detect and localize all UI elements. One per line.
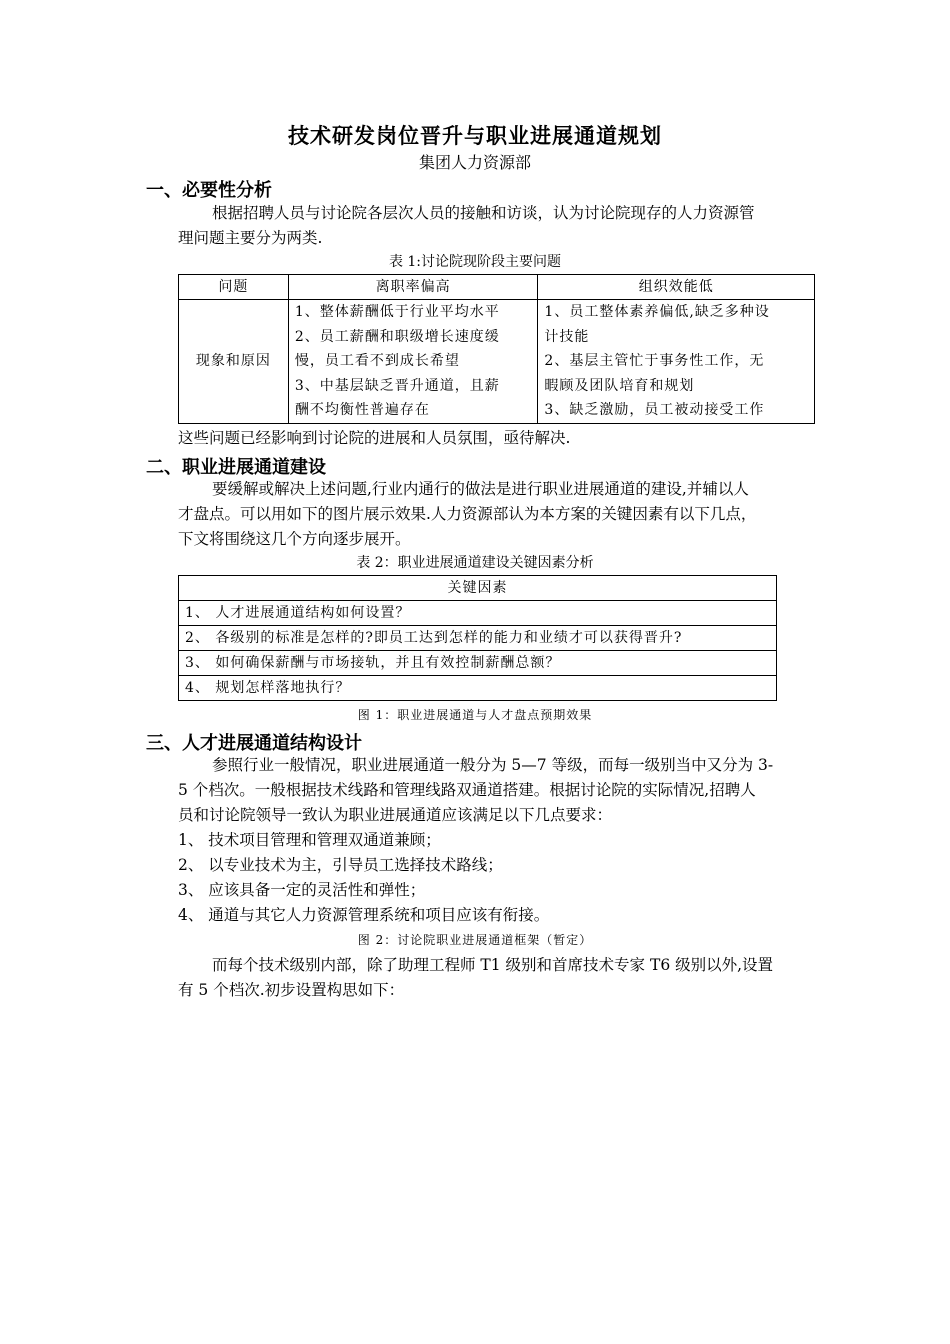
table2-header-row bbox=[179, 576, 777, 601]
section3-heading: 三、人才进展通道结构设计 bbox=[146, 733, 362, 754]
table1-turnover-line: 3、中基层缺乏晋升通道，且薪 bbox=[294, 377, 500, 394]
section3-paragraph2-line1: 而每个技术级别内部，除了助理工程师 T1 级别和首席技术专家 T6 级别以外,设置 bbox=[212, 956, 774, 974]
table2-cell: 3、 如何确保薪酬与市场接轨，并且有效控制薪酬总额？ bbox=[179, 651, 777, 676]
table1-row-label: 现象和原因 bbox=[179, 300, 289, 424]
section3-list-item: 4、 通道与其它人力资源管理系统和项目应该有衔接。 bbox=[178, 906, 550, 924]
table1-efficiency-line: 3、缺乏激励，员工被动接受工作 bbox=[544, 402, 765, 418]
table2-row bbox=[179, 601, 777, 626]
table2-header: 关键因素 bbox=[179, 576, 777, 601]
section3-paragraph-line3: 员和讨论院领导一致认为职业进展通道应该满足以下几点要求： bbox=[178, 806, 613, 824]
section3-paragraph-line2: 5 个档次。一般根据技术线路和管理线路双通道搭建。根据讨论院的实际情况,招聘人 bbox=[178, 781, 756, 799]
table2-row bbox=[179, 626, 777, 651]
table2-cell: 1、 人才进展通道结构如何设置？ bbox=[179, 601, 777, 626]
table2-row bbox=[179, 651, 777, 676]
section2-paragraph-line3: 下文将围绕这几个方向逐步展开。 bbox=[178, 530, 411, 548]
table1 bbox=[178, 274, 815, 424]
section3-list-item: 1、 技术项目管理和管理双通道兼顾； bbox=[178, 831, 441, 849]
table2 bbox=[178, 575, 777, 701]
table2-cell: 2、 各级别的标准是怎样的?即员工达到怎样的能力和业绩才可以获得晋升? bbox=[179, 626, 777, 651]
table1-turnover-line: 慢，员工看不到成长希望 bbox=[294, 353, 460, 369]
section3-paragraph2-line2: 有 5 个档次.初步设置构思如下： bbox=[178, 981, 405, 999]
table1-efficiency-line: 2、基层主管忙于事务性工作，无 bbox=[544, 353, 765, 369]
table2-caption: 表 2：职业进展通道建设关键因素分析 bbox=[356, 555, 594, 571]
table2-row bbox=[179, 676, 777, 701]
table1-turnover-line: 1、整体薪酬低于行业平均水平 bbox=[294, 304, 500, 320]
section1-paragraph-line1: 根据招聘人员与讨论院各层次人员的接触和访谈，认为讨论院现存的人力资源管 bbox=[212, 204, 755, 222]
figure2-caption: 图 2：讨论院职业进展通道框架（暂定） bbox=[357, 933, 593, 947]
table1-cell-turnover bbox=[288, 300, 538, 424]
figure1-caption: 图 1：职业进展通道与人才盘点预期效果 bbox=[357, 708, 593, 722]
table1-cell-efficiency bbox=[538, 300, 815, 424]
section3-paragraph-line1: 参照行业一般情况，职业进展通道一般分为 5—7 等级，而每一级别当中又分为 3- bbox=[212, 756, 774, 774]
table1-efficiency-line: 暇顾及团队培育和规划 bbox=[544, 377, 695, 394]
section2-paragraph-line2: 才盘点。可以用如下的图片展示效果.人力资源部认为本方案的关键因素有以下几点， bbox=[178, 505, 757, 523]
section1-paragraph-line2: 理问题主要分为两类. bbox=[178, 229, 323, 247]
table1-efficiency-line: 计技能 bbox=[544, 328, 590, 345]
table1-turnover-line: 2、员工薪酬和职级增长速度缓 bbox=[294, 328, 500, 345]
section3-list-item: 2、 以专业技术为主，引导员工选择技术路线； bbox=[178, 856, 503, 874]
document-title: 技术研发岗位晋升与职业进展通道规划 bbox=[288, 123, 662, 148]
table1-header-turnover: 离职率偏高 bbox=[288, 275, 538, 300]
table1-row bbox=[179, 300, 815, 424]
table1-caption: 表 1:讨论院现阶段主要问题 bbox=[388, 254, 562, 270]
table1-turnover-line: 酬不均衡性普遍存在 bbox=[294, 402, 430, 418]
table2-cell: 4、 规划怎样落地执行？ bbox=[179, 676, 777, 701]
table1-header-efficiency: 组织效能低 bbox=[538, 275, 815, 300]
table1-header-row bbox=[179, 275, 815, 300]
section3-list-item: 3、 应该具备一定的灵活性和弹性； bbox=[178, 881, 426, 899]
table1-header-problem: 问题 bbox=[179, 275, 289, 300]
section1-heading: 一、必要性分析 bbox=[146, 180, 272, 201]
table1-efficiency-line: 1、员工整体素养偏低,缺乏多种设 bbox=[544, 304, 770, 320]
section2-paragraph-line1: 要缓解或解决上述问题,行业内通行的做法是进行职业进展通道的建设,并辅以人 bbox=[212, 480, 749, 498]
section1-after-table: 这些问题已经影响到讨论院的进展和人员氛围，亟待解决. bbox=[178, 429, 571, 447]
document-subtitle: 集团人力资源部 bbox=[418, 153, 531, 172]
section2-heading: 二、职业进展通道建设 bbox=[146, 457, 326, 478]
